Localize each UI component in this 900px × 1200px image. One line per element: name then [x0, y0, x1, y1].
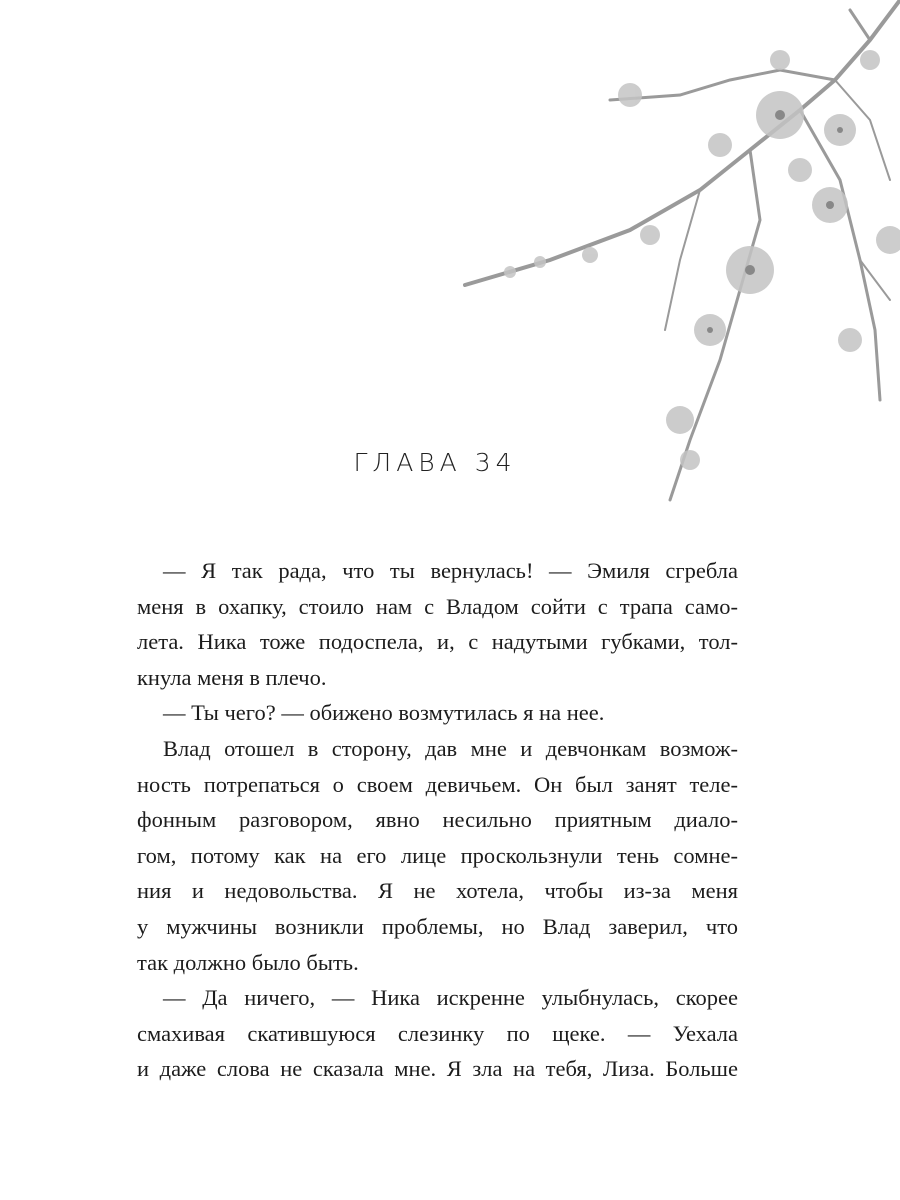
text-line: ность потрепаться о своем девичьем. Он был занят теле- — [137, 771, 738, 797]
text-line: гом, потому как на его лице проскользнули тень сомне- — [137, 842, 738, 868]
body-text — [137, 553, 738, 1087]
text-line: у мужчины возникли проблемы, но Влад заверил, что — [137, 913, 738, 939]
cherry-blossom-illustration — [450, 0, 900, 520]
text-line: смахивая скатившуюся слезинку по щеке. — Уехала — [137, 1020, 738, 1046]
text-line: Влад отошел в сторону, дав мне и девчонкам возмож- — [163, 735, 738, 761]
text-line: так должно было быть. — [137, 949, 359, 975]
text-line: — Да ничего, — Ника искренне улыбнулась, скорее — [163, 985, 738, 1011]
text-line: ния и недовольства. Я не хотела, чтобы из-за меня — [137, 878, 738, 904]
text-line: фонным разговором, явно несильно приятным диало- — [137, 807, 738, 833]
text-line: меня в охапку, стоило нам с Владом сойти с трапа само- — [137, 593, 738, 619]
text-line: лета. Ника тоже подоспела, и, с надутыми губками, тол- — [137, 629, 738, 655]
chapter-title: ГЛАВА 34 — [353, 448, 517, 477]
text-line: и даже слова не сказала мне. Я зла на тебя, Лиза. Больше — [137, 1056, 738, 1082]
text-line: — Я так рада, что ты вернулась! — Эмиля сгребла — [163, 558, 738, 583]
text-line: кнула меня в плечо. — [137, 664, 327, 690]
text-line: — Ты чего? — обижено возмутилась я на нее. — [163, 700, 605, 726]
